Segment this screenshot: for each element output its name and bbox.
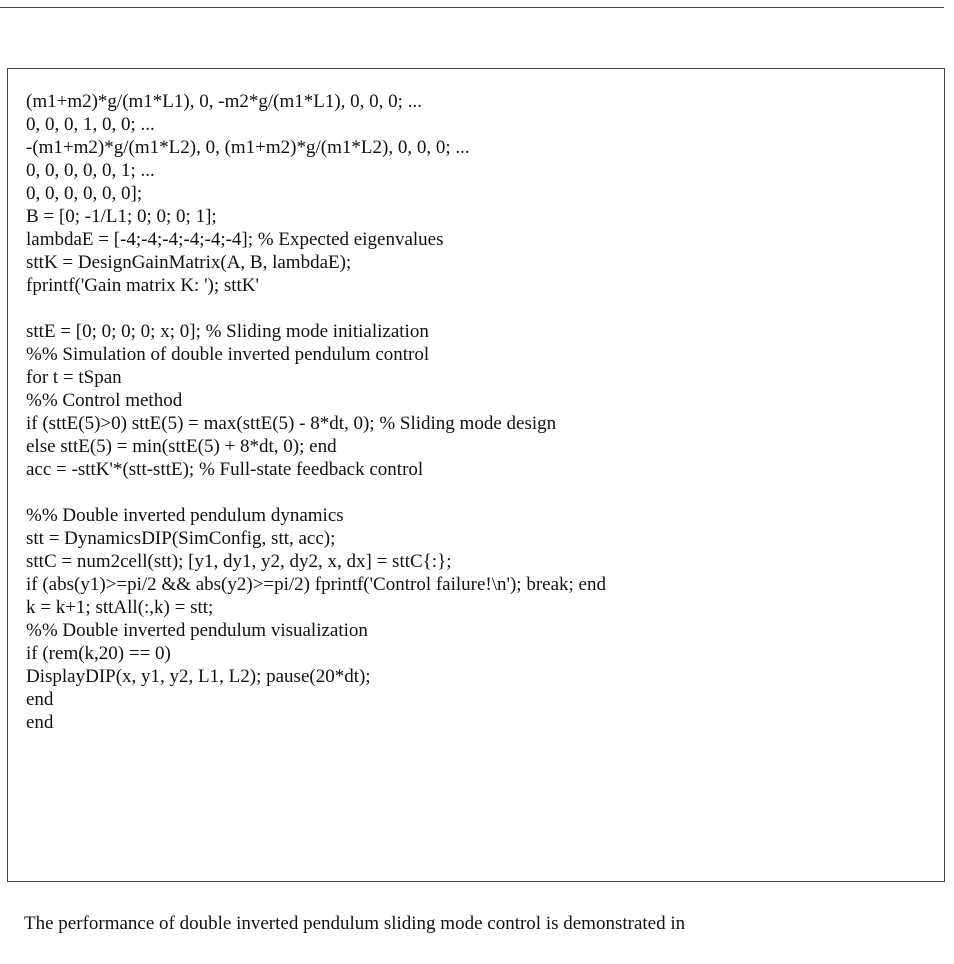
code-line: sttK = DesignGainMatrix(A, B, lambdaE); — [26, 252, 352, 273]
code-line: if (rem(k,20) == 0) — [26, 643, 171, 664]
code-line: 0, 0, 0, 0, 0, 1; ... — [26, 160, 155, 181]
code-line: else sttE(5) = min(sttE(5) + 8*dt, 0); end — [26, 436, 337, 457]
code-line: fprintf('Gain matrix K: '); sttK' — [26, 275, 259, 296]
code-line: stt = DynamicsDIP(SimConfig, stt, acc); — [26, 528, 336, 549]
code-line: %% Double inverted pendulum dynamics — [26, 505, 344, 526]
code-line: %% Control method — [26, 390, 183, 411]
code-line: if (sttE(5)>0) sttE(5) = max(sttE(5) - 8*dt, 0); % Sliding mode design — [26, 413, 557, 434]
code-line: sttC = num2cell(stt); [y1, dy1, y2, dy2, x, dx] = sttC{:}; — [26, 551, 452, 572]
code-line-blank — [26, 481, 944, 504]
code-line: end — [26, 712, 54, 733]
code-line: acc = -sttK'*(stt-sttE); % Full-state feedback control — [26, 459, 424, 480]
code-line: for t = tSpan — [26, 367, 122, 388]
top-rule — [0, 7, 944, 8]
code-line: end — [26, 689, 54, 710]
code-line: 0, 0, 0, 1, 0, 0; ... — [26, 114, 155, 135]
code-line: DisplayDIP(x, y1, y2, L1, L2); pause(20*dt); — [26, 666, 371, 687]
code-line: 0, 0, 0, 0, 0, 0]; — [26, 183, 143, 204]
code-line: -(m1+m2)*g/(m1*L2), 0, (m1+m2)*g/(m1*L2), 0, 0, 0; ... — [26, 137, 470, 158]
code-line: k = k+1; sttAll(:,k) = stt; — [26, 597, 214, 618]
code-line-blank — [26, 297, 944, 320]
code-line: if (abs(y1)>=pi/2 && abs(y2)>=pi/2) fprintf('Control failure!\n'); break; end — [26, 574, 606, 595]
code-line: %% Double inverted pendulum visualization — [26, 620, 368, 641]
code-line: B = [0; -1/L1; 0; 0; 0; 1]; — [26, 206, 217, 227]
code-line: %% Simulation of double inverted pendulum control — [26, 344, 430, 365]
code-listing — [7, 68, 945, 882]
code-line: (m1+m2)*g/(m1*L1), 0, -m2*g/(m1*L1), 0, 0, 0; ... — [26, 91, 422, 112]
code-line: lambdaE = [-4;-4;-4;-4;-4;-4]; % Expected eigenvalues — [26, 229, 444, 250]
code-line: sttE = [0; 0; 0; 0; x; 0]; % Sliding mode initialization — [26, 321, 429, 342]
body-paragraph: The performance of double inverted pendulum sliding mode control is demonstrated in — [24, 913, 686, 934]
